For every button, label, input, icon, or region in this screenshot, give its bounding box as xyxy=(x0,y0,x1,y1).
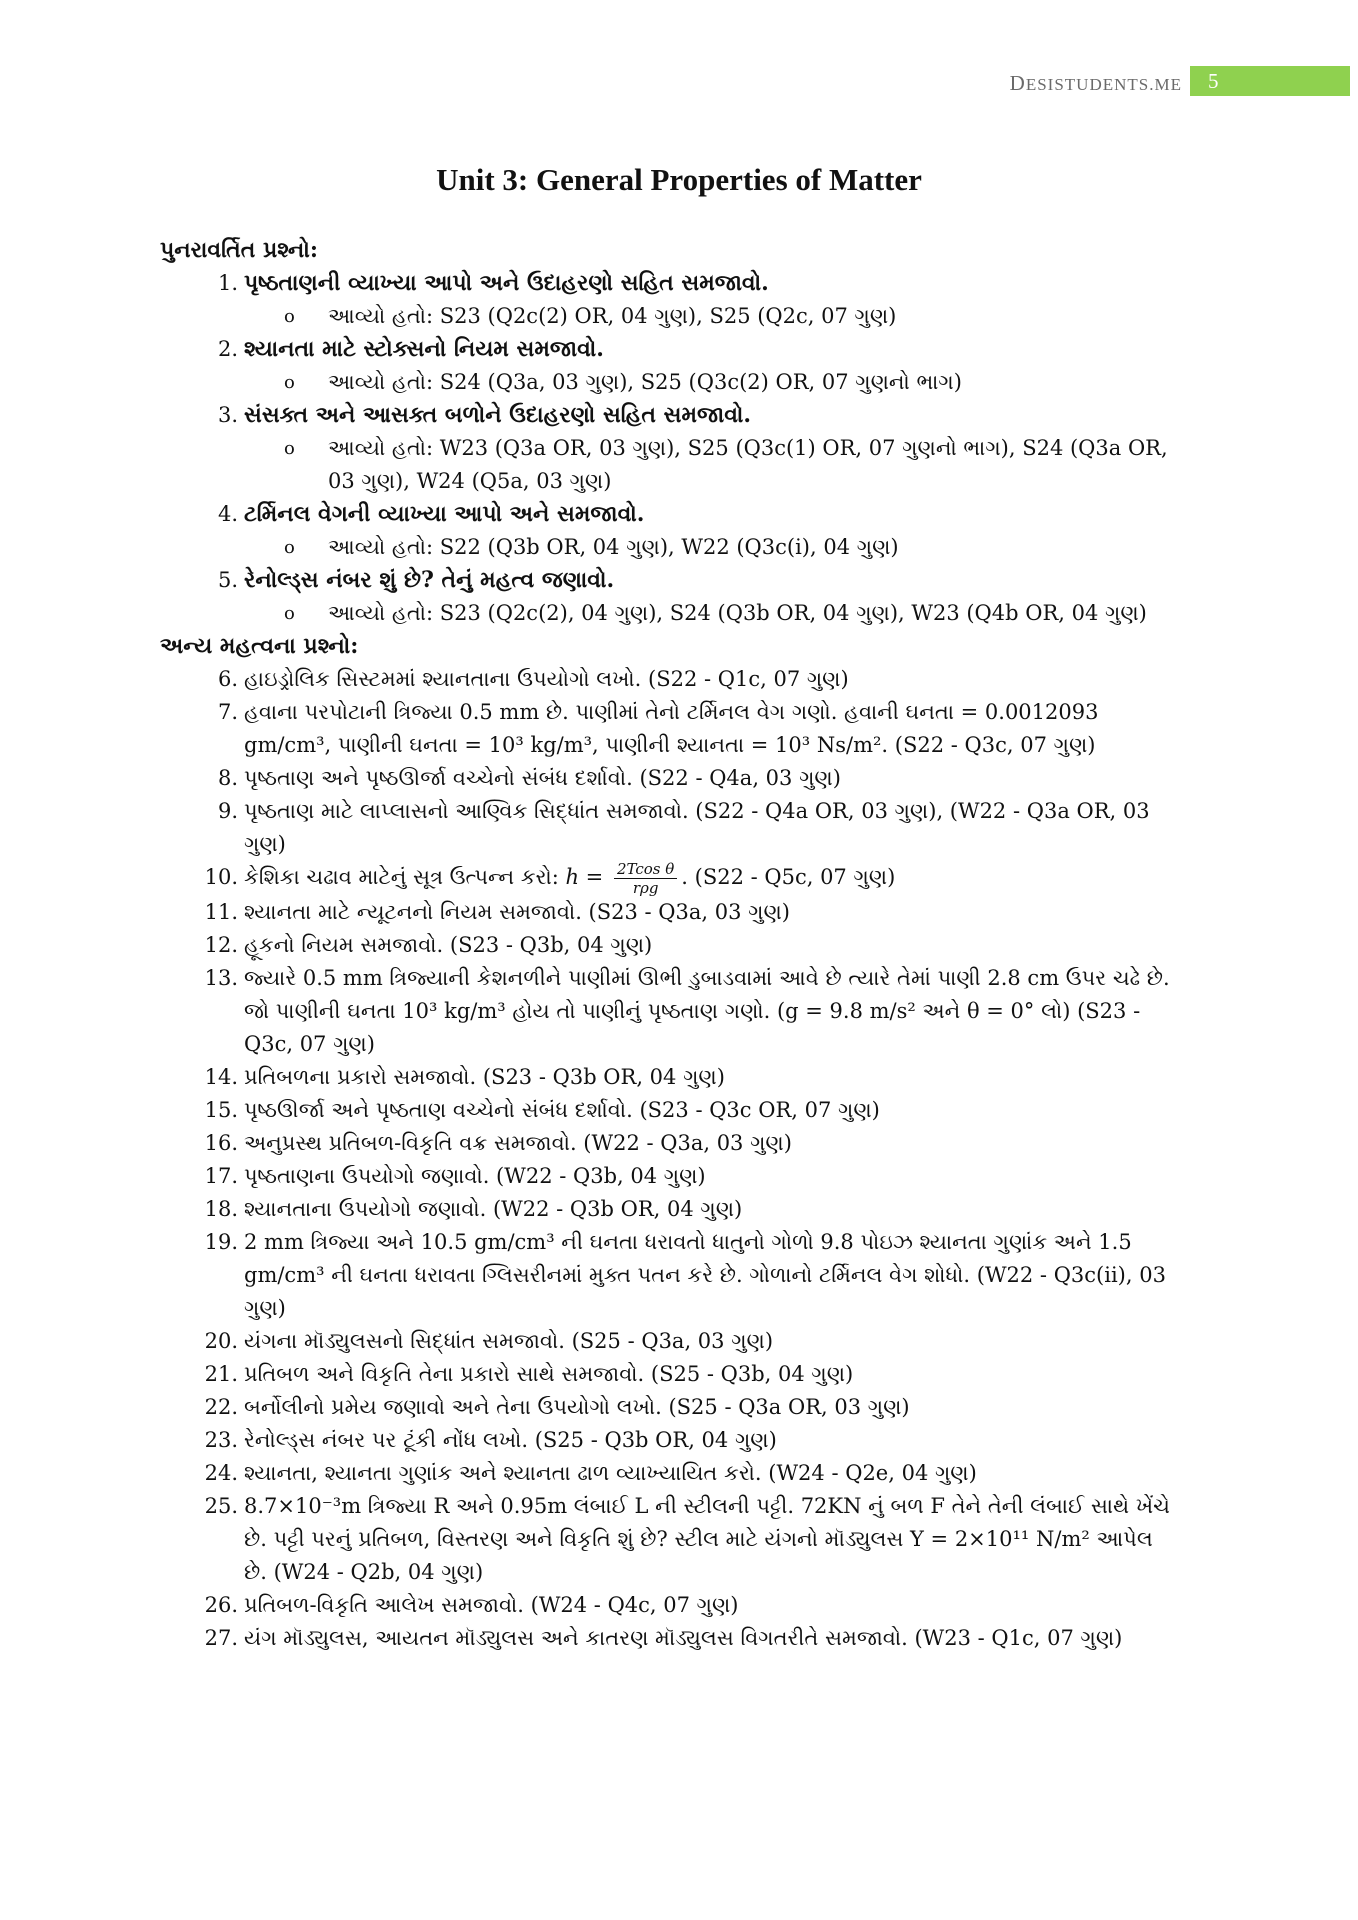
question-text: જ્યારે 0.5 mm ત્રિજ્યાની કેશનળીને પાણીમાં ઊભી ડુબાડવામાં આવે છે ત્યારે તેમાં પાણી 2.8 cm ઉપર ચઢે છે. જો પાણીની ઘનતા 10³ kg/m³ હોય તો પાણીનું પૃષ્ઠતાણ ગણો. (g = 9.8 m/s² અને θ = 0° લો) (S23 - Q3c, 07 ગુણ) xyxy=(244,965,1170,1056)
question-item xyxy=(160,333,1180,366)
document-body xyxy=(160,234,1180,1655)
question-number: 26. xyxy=(204,1592,238,1617)
asked-in-note xyxy=(160,597,1180,630)
question-text: 8.7×10⁻³m ત્રિજ્યા R અને 0.95m લંબાઈ L ની સ્ટીલની પટ્ટી. 72KN નું બળ F તેને તેની લંબાઈ સાથે ખેંચે છે. પટ્ટી પરનું પ્રતિબળ, વિસ્તરણ અને વિકૃતિ શું છે? સ્ટીલ માટે યંગનો મૉડ્યુલસ Y = 2×10¹¹ N/m² આપેલ છે. (W24 - Q2b, 04 ગુણ) xyxy=(244,1493,1170,1584)
question-item xyxy=(160,1226,1180,1325)
question-number: 5. xyxy=(217,568,238,592)
question-item xyxy=(160,1457,1180,1490)
question-text: બર્નોલીનો પ્રમેય જણાવો અને તેના ઉપયોગો લખો. (S25 - Q3a OR, 03 ગુણ) xyxy=(244,1394,910,1419)
question-text-after: . (S22 - Q5c, 07 ગુણ) xyxy=(681,865,896,889)
asked-in-text: આવ્યો હતો: S24 (Q3a, 03 ગુણ), S25 (Q3c(2) OR, 07 ગુણનો ભાગ) xyxy=(328,370,962,394)
question-number: 12. xyxy=(204,932,238,957)
formula-lhs: h = xyxy=(565,865,610,889)
formula-fraction xyxy=(614,859,677,897)
question-text: પૃષ્ઠતાણ અને પૃષ્ઠઊર્જા વચ્ચેનો સંબંધ દર્શાવો. (S22 - Q4a, 03 ગુણ) xyxy=(244,766,841,790)
question-item xyxy=(160,1358,1180,1391)
formula-denominator: rρg xyxy=(632,878,659,897)
repeated-questions-list xyxy=(160,267,1180,630)
asked-in-note xyxy=(160,531,1180,564)
question-text: ટર્મિનલ વેગની વ્યાખ્યા આપો અને સમજાવો. xyxy=(244,501,645,527)
question-number: 8. xyxy=(217,766,238,790)
question-item xyxy=(160,1061,1180,1094)
question-item xyxy=(160,399,1180,432)
question-text: શ્યાનતાના ઉપયોગો જણાવો. (W22 - Q3b OR, 04 ગુણ) xyxy=(244,1196,743,1221)
question-item xyxy=(160,1193,1180,1226)
question-text-before: કેશિકા ચઢાવ માટેનું સૂત્ર ઉત્પન્ન કરો: xyxy=(244,865,566,889)
page-number-badge: 5 xyxy=(1190,66,1350,96)
site-name: DESISTUDENTS.ME xyxy=(1009,71,1182,95)
other-questions-heading: અન્ય મહત્વના પ્રશ્નો: xyxy=(160,633,359,659)
question-text: પ્રતિબળના પ્રકારો સમજાવો. (S23 - Q3b OR, 04 ગુણ) xyxy=(244,1064,725,1089)
question-number: 2. xyxy=(217,337,238,361)
question-item xyxy=(160,1424,1180,1457)
repeated-questions-heading: પુનરાવર્તિત પ્રશ્નો: xyxy=(160,237,318,263)
question-number: 4. xyxy=(217,502,238,526)
question-item xyxy=(160,1391,1180,1424)
question-text xyxy=(244,859,896,897)
question-item xyxy=(160,1622,1180,1655)
question-item xyxy=(160,1127,1180,1160)
question-number: 19. xyxy=(204,1229,238,1254)
question-item xyxy=(160,1094,1180,1127)
question-text: હાઇડ્રોલિક સિસ્ટમમાં શ્યાનતાના ઉપયોગો લખો. (S22 - Q1c, 07 ગુણ) xyxy=(244,667,849,691)
question-item xyxy=(160,962,1180,1061)
question-number: 11. xyxy=(204,899,238,924)
unit-title: Unit 3: General Properties of Matter xyxy=(436,162,922,197)
question-item xyxy=(160,762,1180,795)
bullet-icon: o xyxy=(284,603,295,624)
question-item xyxy=(160,696,1180,762)
question-text: શ્યાનતા માટે ન્યૂટનનો નિયમ સમજાવો. (S23 - Q3a, 03 ગુણ) xyxy=(244,899,790,924)
question-number: 9. xyxy=(217,799,238,823)
question-number: 22. xyxy=(204,1394,238,1419)
question-text: અનુપ્રસ્થ પ્રતિબળ-વિકૃતિ વક્ર સમજાવો. (W22 - Q3a, 03 ગુણ) xyxy=(244,1130,792,1155)
question-number: 16. xyxy=(204,1130,238,1155)
asked-in-text: આવ્યો હતો: S22 (Q3b OR, 04 ગુણ), W22 (Q3c(i), 04 ગુણ) xyxy=(328,535,899,559)
question-number: 3. xyxy=(217,403,238,427)
question-text: યંગના મૉડ્યુલસનો સિદ્ધાંત સમજાવો. (S25 - Q3a, 03 ગુણ) xyxy=(244,1328,774,1353)
asked-in-text: આવ્યો હતો: S23 (Q2c(2) OR, 04 ગુણ), S25 (Q2c, 07 ગુણ) xyxy=(328,304,897,328)
question-text: રેનોલ્ડ્સ નંબર શું છે? તેનું મહત્વ જણાવો. xyxy=(244,567,615,593)
question-text: પૃષ્ઠતાણની વ્યાખ્યા આપો અને ઉદાહરણો સહિત સમજાવો. xyxy=(244,270,769,296)
question-text: રેનોલ્ડ્સ નંબર પર ટૂંકી નોંધ લખો. (S25 - Q3b OR, 04 ગુણ) xyxy=(244,1427,777,1452)
asked-in-note xyxy=(160,432,1180,498)
question-item xyxy=(160,267,1180,300)
question-number: 24. xyxy=(204,1460,238,1485)
question-text: પૃષ્ઠતાણના ઉપયોગો જણાવો. (W22 - Q3b, 04 ગુણ) xyxy=(244,1163,706,1188)
question-number: 7. xyxy=(217,700,238,724)
question-number: 15. xyxy=(204,1097,238,1122)
question-number: 10. xyxy=(204,865,238,889)
question-item xyxy=(160,1325,1180,1358)
question-text: હૂકનો નિયમ સમજાવો. (S23 - Q3b, 04 ગુણ) xyxy=(244,932,653,957)
question-item xyxy=(160,861,1180,896)
asked-in-text: આવ્યો હતો: S23 (Q2c(2), 04 ગુણ), S24 (Q3b OR, 04 ગુણ), W23 (Q4b OR, 04 ગુણ) xyxy=(328,601,1147,625)
question-text: શ્યાનતા માટે સ્ટોક્સનો નિયમ સમજાવો. xyxy=(244,336,604,362)
question-number: 17. xyxy=(204,1163,238,1188)
question-text: પ્રતિબળ અને વિકૃતિ તેના પ્રકારો સાથે સમજાવો. (S25 - Q3b, 04 ગુણ) xyxy=(244,1361,854,1386)
other-questions-list xyxy=(160,663,1180,1655)
question-number: 20. xyxy=(204,1328,238,1353)
bullet-icon: o xyxy=(284,438,295,459)
question-number: 18. xyxy=(204,1196,238,1221)
asked-in-text: આવ્યો હતો: W23 (Q3a OR, 03 ગુણ), S25 (Q3c(1) OR, 07 ગુણનો ભાગ), S24 (Q3a OR, 03 ગુણ), W24 (Q5a, 03 ગુણ) xyxy=(328,436,1168,493)
question-item xyxy=(160,896,1180,929)
question-text: પૃષ્ઠતાણ માટે લાપ્લાસનો આણ્વિક સિદ્ધાંત સમજાવો. (S22 - Q4a OR, 03 ગુણ), (W22 - Q3a OR, 03 ગુણ) xyxy=(244,799,1150,856)
question-item xyxy=(160,1160,1180,1193)
question-item xyxy=(160,1490,1180,1589)
question-text: શ્યાનતા, શ્યાનતા ગુણાંક અને શ્યાનતા ઢાળ વ્યાખ્યાયિત કરો. (W24 - Q2e, 04 ગુણ) xyxy=(244,1460,977,1485)
question-number: 6. xyxy=(217,667,238,691)
question-text: હવાના પરપોટાની ત્રિજ્યા 0.5 mm છે. પાણીમાં તેનો ટર્મિનલ વેગ ગણો. હવાની ઘનતા = 0.0012093 gm/cm³, પાણીની ઘનતા = 10³ kg/m³, પાણીની શ્યાનતા = 10³ Ns/m². (S22 - Q3c, 07 ગુણ) xyxy=(244,700,1099,757)
question-item xyxy=(160,795,1180,861)
bullet-icon: o xyxy=(284,537,295,558)
asked-in-note xyxy=(160,300,1180,333)
formula-numerator: 2Tcos θ xyxy=(614,862,677,879)
page-header xyxy=(0,66,1358,100)
asked-in-note xyxy=(160,366,1180,399)
question-item xyxy=(160,498,1180,531)
question-text: પ્રતિબળ-વિકૃતિ આલેખ સમજાવો. (W24 - Q4c, 07 ગુણ) xyxy=(244,1592,739,1617)
question-item xyxy=(160,564,1180,597)
question-number: 23. xyxy=(204,1427,238,1452)
question-text: પૃષ્ઠઊર્જા અને પૃષ્ઠતાણ વચ્ચેનો સંબંધ દર્શાવો. (S23 - Q3c OR, 07 ગુણ) xyxy=(244,1097,880,1122)
question-item xyxy=(160,1589,1180,1622)
question-number: 14. xyxy=(204,1064,238,1089)
question-item xyxy=(160,929,1180,962)
question-number: 13. xyxy=(204,965,238,990)
question-number: 25. xyxy=(204,1493,238,1518)
question-text: યંગ મૉડ્યુલસ, આયતન મૉડ્યુલસ અને કાતરણ મૉડ્યુલસ વિગતરીતે સમજાવો. (W23 - Q1c, 07 ગુણ) xyxy=(244,1625,1123,1650)
bullet-icon: o xyxy=(284,372,295,393)
question-text: સંસક્ત અને આસક્ત બળોને ઉદાહરણો સહિત સમજાવો. xyxy=(244,402,752,428)
question-text: 2 mm ત્રિજ્યા અને 10.5 gm/cm³ ની ઘનતા ધરાવતો ધાતુનો ગોળો 9.8 પોઇઝ શ્યાનતા ગુણાંક અને 1.5 gm/cm³ ની ઘનતા ધરાવતા ગ્લિસરીનમાં મુક્ત પતન કરે છે. ગોળાનો ટર્મિનલ વેગ શોધો. (W22 - Q3c(ii), 03 ગુણ) xyxy=(244,1229,1166,1320)
bullet-icon: o xyxy=(284,306,295,327)
question-number: 21. xyxy=(204,1361,238,1386)
question-item xyxy=(160,663,1180,696)
question-number: 27. xyxy=(204,1625,238,1650)
question-number: 1. xyxy=(217,271,238,295)
